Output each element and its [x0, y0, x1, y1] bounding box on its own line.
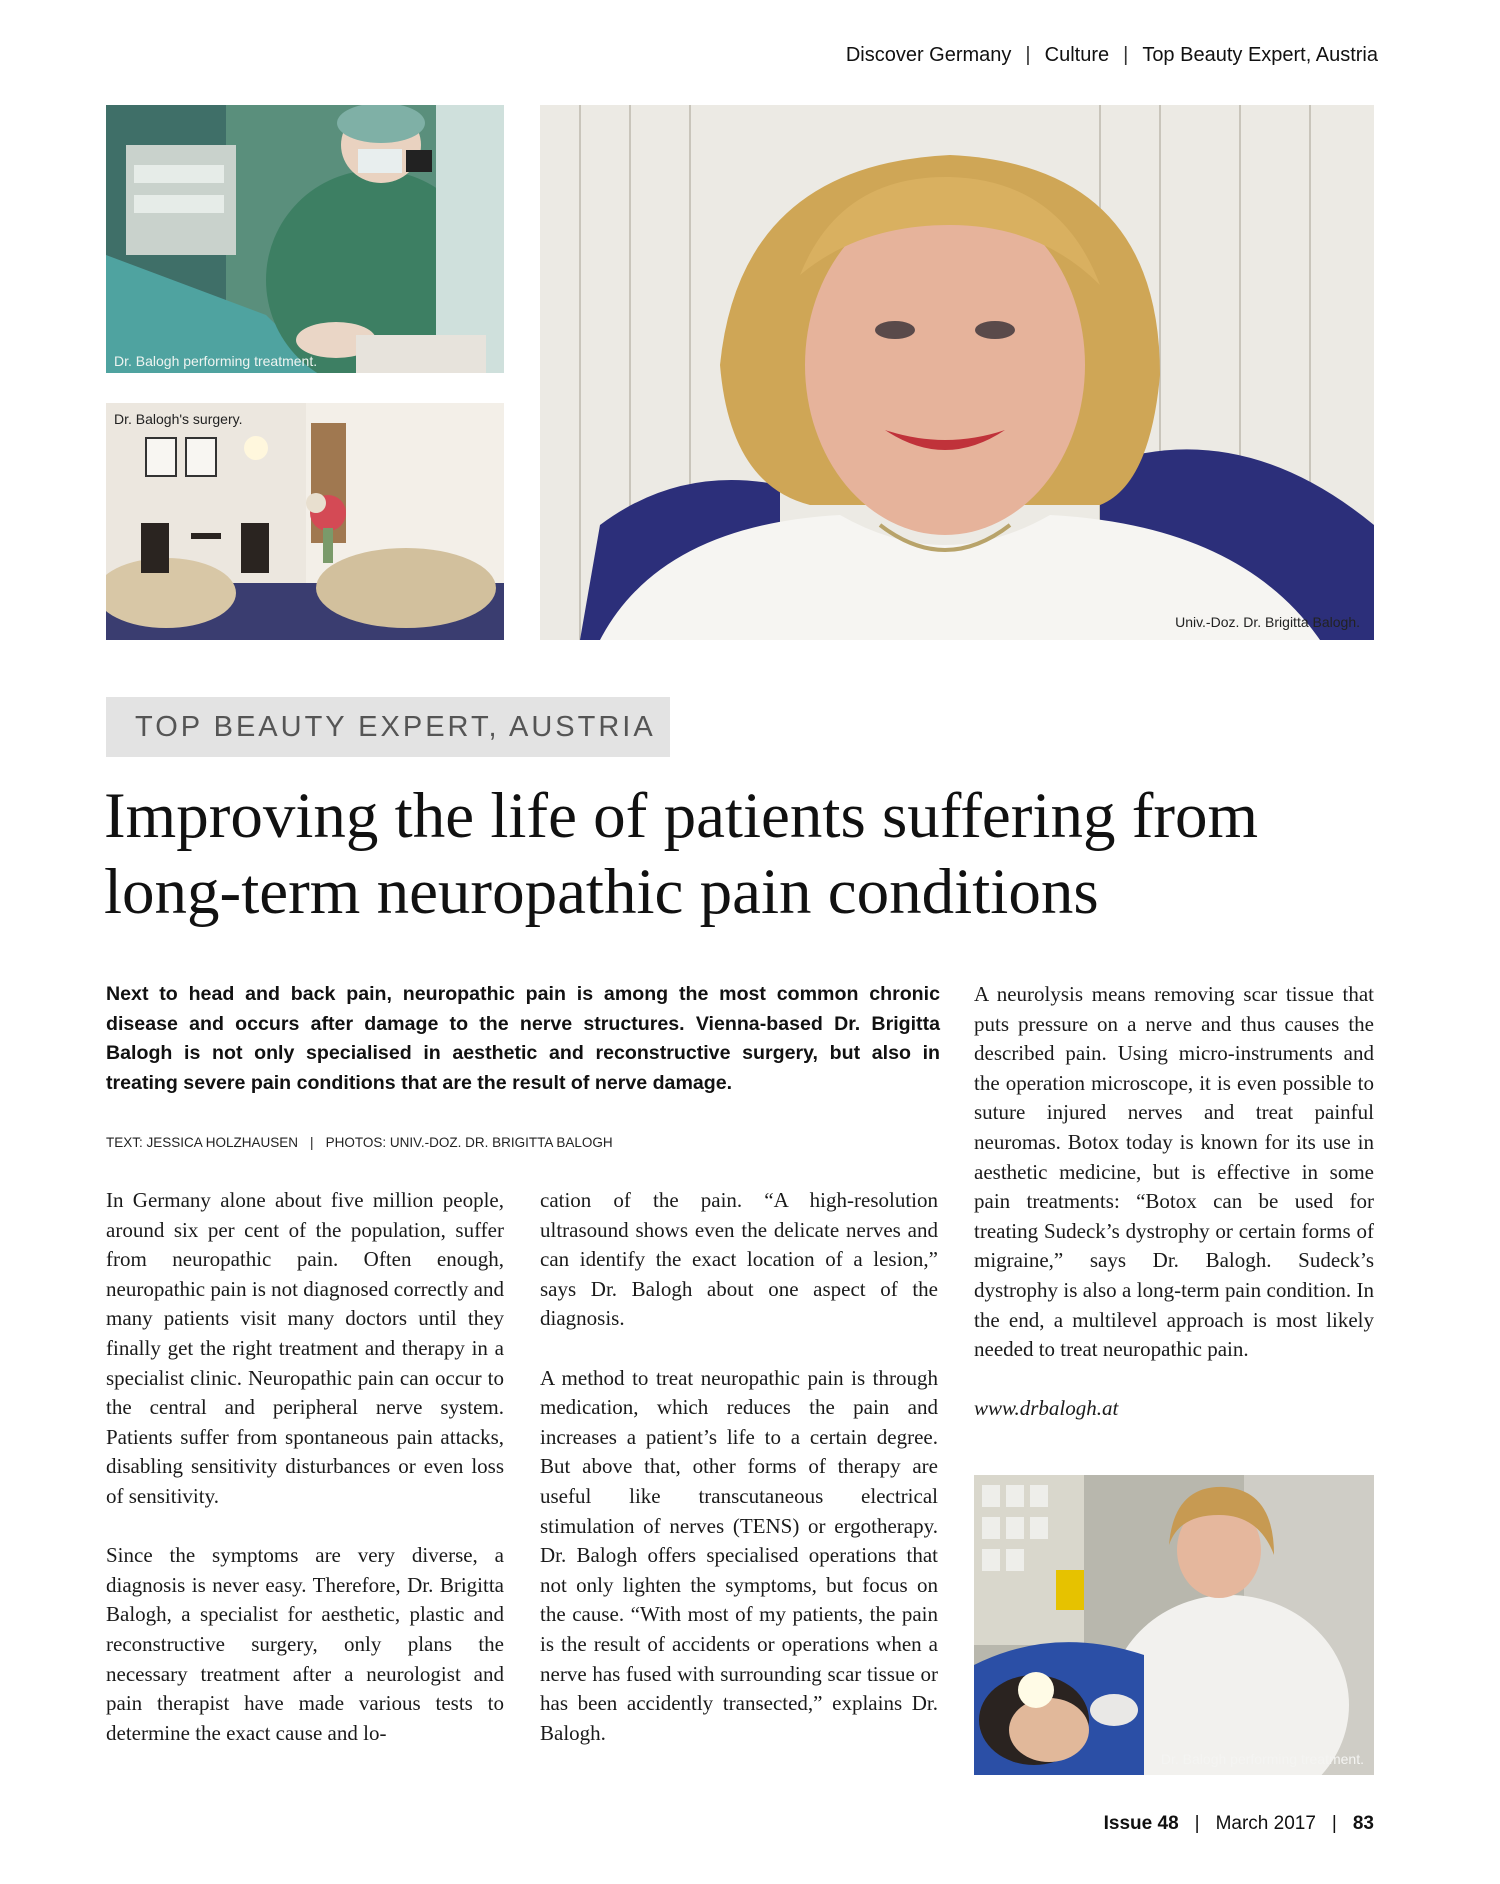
photo-patient: [974, 1475, 1374, 1775]
body-paragraph: A neurolysis means removing scar tissue that puts pressure on a nerve and thus causes the described pain. Using micro-instruments and the operation microscope, it is even possible to suture injured nerves and treat painful neuromas. Botox today is known for its use in aesthetic medicine, but is effective in some pain treatments: “Botox can be used for treating Sudeck’s dystrophy or certain forms of migraine,” says Dr. Balogh. Sudeck’s dystrophy is also a long-term pain condition. In the end, a multilevel approach is most likely needed to treat neuropathic pain.: [974, 982, 1374, 1362]
headline-line-2: long-term neuropathic pain conditions: [104, 856, 1099, 928]
patient-caption: Dr. Balogh performing treatment.: [1160, 1751, 1364, 1767]
footer-separator: |: [1194, 1813, 1200, 1834]
page-number: 83: [1352, 1813, 1374, 1834]
breadcrumb: [846, 44, 1378, 67]
surgery-caption: Dr. Balogh performing treatment.: [114, 353, 318, 369]
body-paragraph: In Germany alone about five million people, around six per cent of the population, suffer from neuropathic pain. Often enough, neuropathic pain is not diagnosed correctly and many patients visit many doctors until they finally get the right treatment and therapy in a specialist clinic. Neuropathic pain can occur to the central and peripheral nerve system. Patients suffer from spontaneous pain attacks, disabling sensitivity disturbances or even loss of sensitivity.: [106, 1188, 504, 1508]
body-paragraph: A method to treat neuropathic pain is through medication, which reduces the pain and increases a patient’s life to a certain degree. But above that, other forms of therapy are useful like transcutaneous electrical stimulation of nerves (TENS) or ergotherapy. Dr. Balogh offers specialised operations that not only lighten the symptoms, but focus on the cause. “With most of my patients, the pain is the result of accidents or operations when a nerve has fused with surrounding scar tissue or has been accidently transected,” explains Dr. Balogh.: [540, 1365, 938, 1745]
portrait-caption: Univ.-Doz. Dr. Brigitta Balogh.: [1175, 614, 1360, 630]
footer: [1104, 1813, 1374, 1835]
breadcrumb-separator: |: [1123, 44, 1129, 66]
surgery-image: [106, 105, 504, 373]
breadcrumb-discover-germany[interactable]: Discover Germany: [845, 44, 1012, 66]
credit-photos: PHOTOS: UNIV.-DOZ. DR. BRIGITTA BALOGH: [325, 1135, 613, 1150]
credit-separator: |: [310, 1135, 314, 1150]
patient-image: [974, 1475, 1374, 1775]
breadcrumb-culture[interactable]: Culture: [1044, 44, 1110, 66]
credit-text: TEXT: JESSICA HOLZHAUSEN: [106, 1135, 299, 1150]
photo-portrait: [540, 105, 1374, 640]
body-paragraph: Since the symptoms are very diverse, a diagnosis is never easy. Therefore, Dr. Brigitta Balogh, a specialist for aesthetic, plastic and reconstructive surgery, only plans the necessary treatment after a neurologist and pain therapist have made various tests to determine the exact cause and lo-: [106, 1543, 504, 1745]
breadcrumb-section[interactable]: Top Beauty Expert, Austria: [1142, 44, 1378, 66]
portrait-image: [540, 105, 1374, 640]
photo-surgery: [106, 105, 504, 373]
credits: [106, 1135, 613, 1150]
section-tag: TOP BEAUTY EXPERT, AUSTRIA: [106, 697, 670, 757]
body-column-2: [540, 1186, 938, 1748]
breadcrumb-separator: |: [1025, 44, 1031, 66]
website-link[interactable]: www.drbalogh.at: [974, 1396, 1119, 1421]
headline-line-1: Improving the life of patients suffering from: [104, 780, 1259, 852]
intro-paragraph: Next to head and back pain, neuropathic pain is among the most common chronic disease and occurs after damage to the nerve structures. Vienna-based Dr. Brigitta Balogh is not only specialised in aesthetic and reconstructive surgery, but also in treating severe pain conditions that are the result of nerve damage.: [106, 983, 940, 1094]
office-caption: Dr. Balogh's surgery.: [114, 411, 243, 427]
footer-separator: |: [1331, 1813, 1337, 1834]
body-column-1: [106, 1186, 504, 1748]
body-column-3: [974, 980, 1374, 1424]
footer-issue: Issue 48: [1103, 1813, 1179, 1834]
footer-date: March 2017: [1215, 1813, 1316, 1834]
body-paragraph: cation of the pain. “A high-resolution ultrasound shows even the delicate nerves and can identify the exact location of a lesion,” says Dr. Balogh about one aspect of the diagnosis.: [540, 1188, 938, 1331]
photo-office: [106, 403, 504, 640]
headline: [104, 778, 1394, 930]
office-image: [106, 403, 504, 640]
